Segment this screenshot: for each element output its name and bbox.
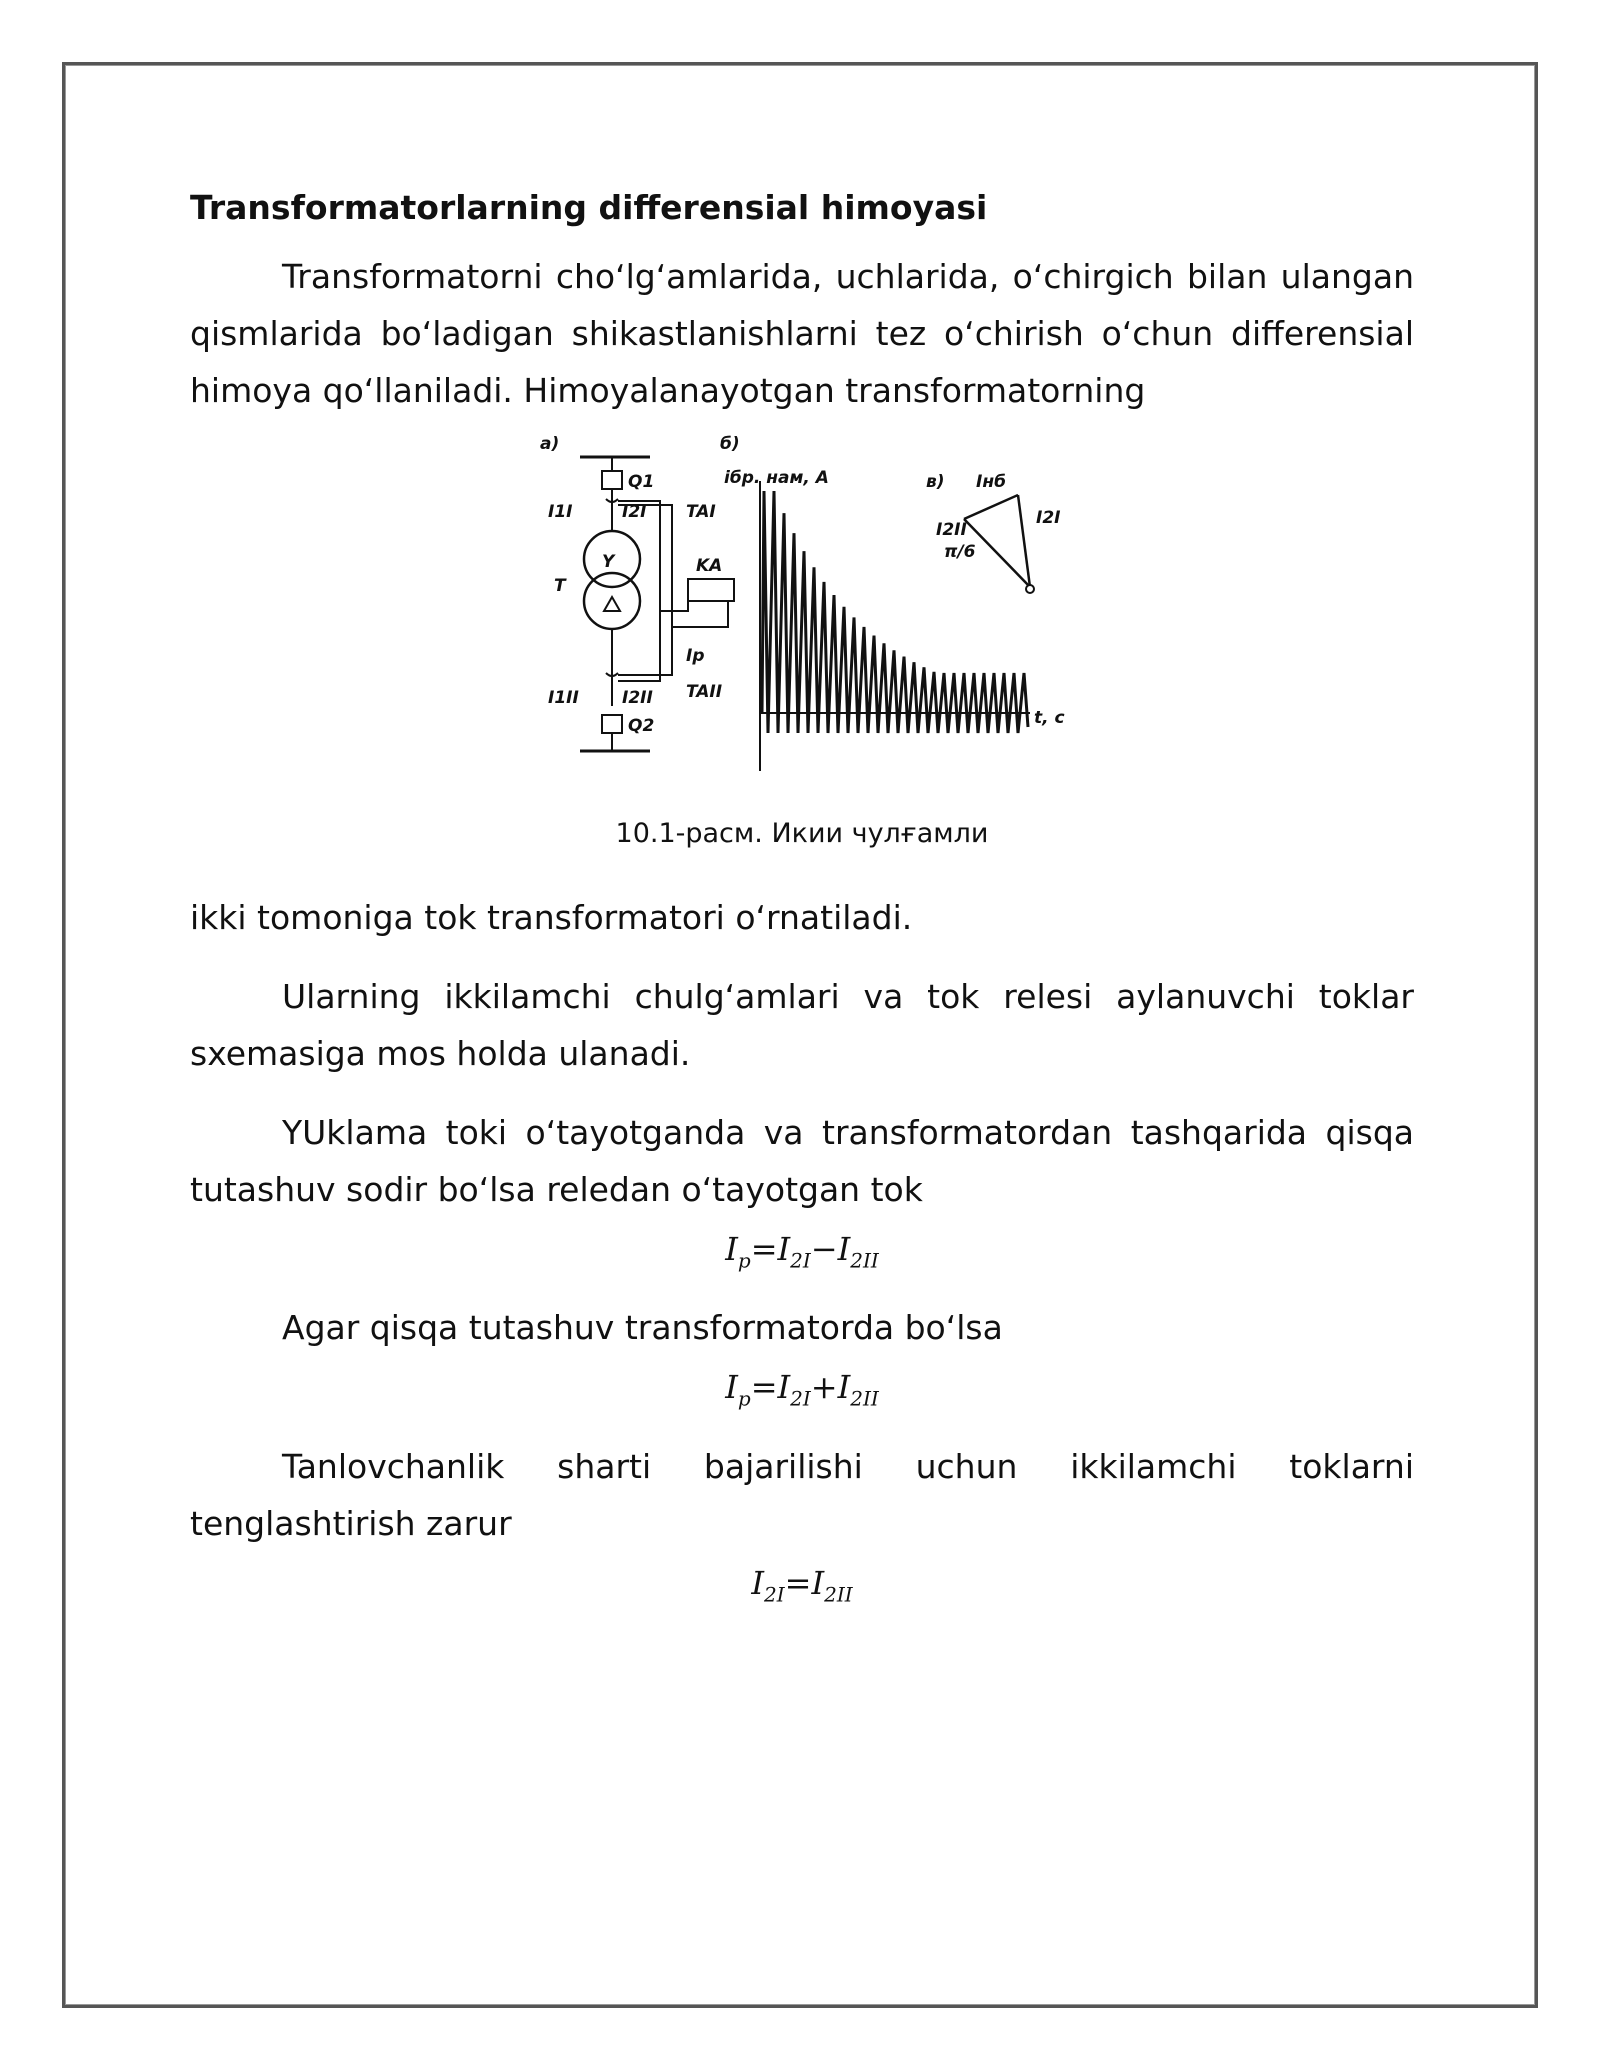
section-title: Transformatorlarning differensial himoyasi bbox=[190, 188, 988, 227]
relay-ka bbox=[688, 579, 734, 601]
label-vec-i2i: I2I bbox=[1036, 508, 1061, 528]
paragraph-secondary: Ularning ikkilamchi chulg‘amlari va tok relesi aylanuvchi toklar sxemasiga mos holda ulanadi. bbox=[190, 977, 1414, 1073]
breaker-q1 bbox=[602, 471, 622, 489]
delta-symbol bbox=[604, 597, 620, 611]
formula-external-fault: $I_p=I_{2I}-I_{2II}$ bbox=[725, 1230, 879, 1273]
label-q1: Q1 bbox=[628, 472, 655, 492]
inrush-waveform bbox=[762, 491, 1028, 733]
label-taxis: t, c bbox=[1034, 708, 1065, 728]
paragraph-load-current: YUklama toki o‘tayotganda va transformatordan tashqarida qisqa tutashuv sodir bo‘lsa reledan o‘tayotgan tok bbox=[190, 1113, 1414, 1209]
label-ta1: TAI bbox=[686, 502, 716, 522]
paragraph-internal-fault: Agar qisqa tutashuv transformatorda bo‘lsa bbox=[282, 1308, 1003, 1348]
secondary-loop-outer bbox=[618, 505, 672, 675]
label-ka: KA bbox=[696, 556, 723, 576]
figure-caption: 10.1-расм. Икии чулғамли bbox=[615, 818, 989, 849]
label-q2: Q2 bbox=[628, 716, 655, 736]
label-t: T bbox=[554, 576, 566, 596]
label-ibr: iбр. нам, A bbox=[724, 468, 829, 488]
label-inb: Iнб bbox=[976, 472, 1006, 492]
winding-delta bbox=[584, 573, 640, 629]
formula-internal-fault: $I_p=I_{2I}+I_{2II}$ bbox=[725, 1368, 879, 1411]
label-angle: π/6 bbox=[944, 542, 976, 562]
paragraph-intro: Transformatorni cho‘lg‘amlarida, uchlarida, o‘chirgich bilan ulangan qismlarida bo‘ladigan shikastlanishlarni tez o‘chirish o‘chun differensial himoya qo‘llaniladi. Himoyalanayotgan transformatorning bbox=[190, 257, 1414, 410]
figure-10-1 bbox=[190, 419, 1414, 889]
transformer-diagram bbox=[540, 431, 1100, 821]
document-body bbox=[190, 188, 1414, 1633]
label-v: в) bbox=[926, 472, 945, 492]
paragraph-selectivity: Tanlovchanlik sharti bajarilishi uchun ikkilamchi toklarni tenglashtirish zarur bbox=[190, 1446, 1414, 1543]
star-symbol: Y bbox=[602, 552, 615, 572]
label-b: б) bbox=[720, 434, 740, 454]
breaker-q2 bbox=[602, 715, 622, 733]
label-i1ii: I1II bbox=[548, 688, 579, 708]
label-i2ii: I2II bbox=[622, 688, 653, 708]
label-ip: Ip bbox=[686, 646, 705, 666]
label-a: а) bbox=[540, 434, 560, 454]
label-i1i: I1I bbox=[548, 502, 573, 522]
label-ta2: TAII bbox=[686, 682, 723, 702]
vector-i2i bbox=[1018, 495, 1030, 587]
paragraph-intro-continued: ikki tomoniga tok transformatori o‘rnatiladi. bbox=[190, 898, 913, 937]
label-vec-i2ii: I2II bbox=[936, 520, 967, 540]
vector-inb bbox=[964, 495, 1018, 519]
formula-equalization: $I_{2I}=I_{2II}$ bbox=[751, 1563, 853, 1607]
label-i2i: I2I bbox=[622, 502, 647, 522]
